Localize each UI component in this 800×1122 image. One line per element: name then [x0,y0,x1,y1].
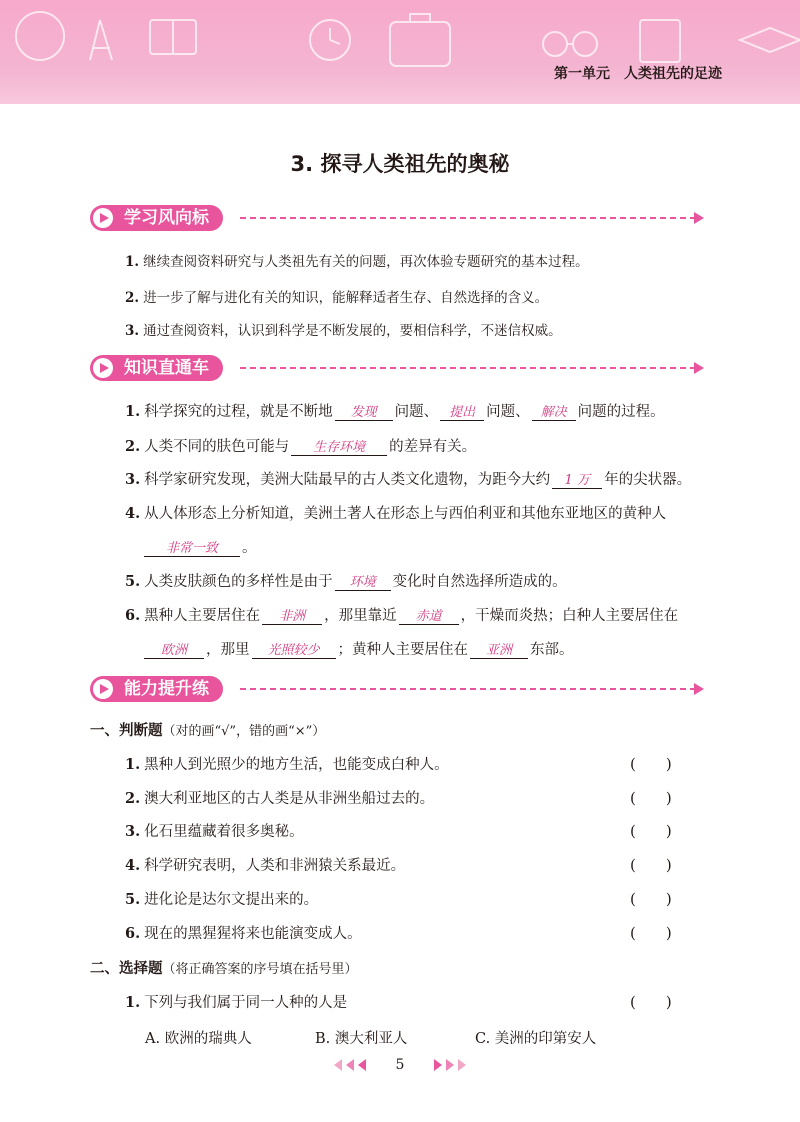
dashed-divider [240,217,696,219]
lesson-title: 3. 探寻人类祖先的奥秘 [290,152,510,176]
section-badge [90,205,223,231]
choice-option-c[interactable]: C. 美洲的印第安人 [475,1031,597,1047]
arrow-right-icon [694,683,704,695]
choice-option-b[interactable]: B. 澳大利亚人 [315,1031,408,1047]
answer-parentheses[interactable]: ( ) [630,755,672,773]
fill-blank-item: 3. 科学家研究发现，美洲大陆最早的古人类文化遗物，为距今大约 1 万 年的尖状器。 [125,471,692,488]
fill-blank-item: 2. 人类不同的肤色可能与 生存环境 的差异有关。 [125,438,477,455]
answer-blank[interactable]: 解决 [532,401,576,421]
section-title: 学习风向标 [124,208,209,228]
fill-blank-continuation: 非常一致 。 [142,536,257,557]
fill-blank-item: 6. 黑种人主要居住在 非洲 ，那里靠近 赤道 ，干燥而炎热；白种人主要居住在 [125,607,679,624]
arrow-right-icon [694,362,704,374]
header-banner [0,0,800,104]
answer-parentheses[interactable]: ( ) [630,856,672,874]
answer-blank[interactable]: 光照较少 [252,639,336,659]
goal-item: 1. 继续查阅资料研究与人类祖先有关的问题，再次体验专题研究的基本过程。 [125,254,589,270]
play-icon [93,208,113,228]
answer-parentheses[interactable]: ( ) [630,890,672,908]
section-header-practice [90,676,710,702]
true-false-item: 6. 现在的黑猩猩将来也能演变成人。 [125,925,362,942]
fill-blank-item: 5. 人类皮肤颜色的多样性是由于 环境 变化时自然选择所造成的。 [125,573,567,590]
decorative-school-icons [0,0,800,104]
choice-option-a[interactable]: A. 欧洲的瑞典人 [145,1031,252,1047]
page-number: 5 [395,1057,405,1073]
true-false-item: 4. 科学研究表明，人类和非洲猿关系最近。 [125,857,406,874]
choice-question: 1. 下列与我们属于同一人种的人是 [125,994,348,1011]
answer-parentheses[interactable]: ( ) [630,789,672,807]
answer-blank[interactable]: 亚洲 [470,639,528,659]
part-heading-multiple-choice: 二、选择题（将正确答案的序号填在括号里） [90,961,358,977]
answer-blank[interactable]: 环境 [335,571,391,591]
answer-blank[interactable]: 生存环境 [291,436,387,456]
section-header-knowledge [90,355,710,381]
answer-parentheses[interactable]: ( ) [630,822,672,840]
answer-blank[interactable]: 非洲 [262,605,322,625]
arrow-right-icon [694,212,704,224]
true-false-item: 1. 黑种人到光照少的地方生活，也能变成白种人。 [125,756,449,773]
unit-title: 第一单元 人类祖先的足迹 [554,66,722,82]
answer-blank[interactable]: 欧洲 [144,639,204,659]
answer-blank[interactable]: 提出 [440,401,484,421]
fill-blank-continuation: 欧洲 ，那里 光照较少 ；黄种人主要居住在 亚洲 东部。 [142,638,574,659]
section-badge [90,676,223,702]
play-icon [93,358,113,378]
fill-blank-item: 1. 科学探究的过程，就是不断地 发现 问题、 提出 问题、 解决 问题的过程。 [125,403,665,420]
dashed-divider [240,688,696,690]
true-false-item: 2. 澳大利亚地区的古人类是从非洲坐船过去的。 [125,790,435,807]
answer-parentheses[interactable]: ( ) [630,924,672,942]
dashed-divider [240,367,696,369]
answer-blank[interactable]: 赤道 [399,605,459,625]
section-title: 知识直通车 [124,358,209,378]
section-header-goals [90,205,710,231]
true-false-item: 5. 进化论是达尔文提出来的。 [125,891,319,908]
answer-parentheses[interactable]: ( ) [630,993,672,1011]
answer-blank[interactable]: 1 万 [552,469,602,489]
answer-blank[interactable]: 非常一致 [144,537,240,557]
section-badge [90,355,223,381]
goal-item: 2. 进一步了解与进化有关的知识，能解释适者生存、自然选择的含义。 [125,290,549,306]
page-footer [0,1057,800,1073]
play-icon [93,679,113,699]
triangle-left-decor-icon [332,1059,374,1071]
triangle-right-decor-icon [426,1059,468,1071]
section-title: 能力提升练 [124,679,209,699]
fill-blank-item: 4. 从人体形态上分析知道，美洲土著人在形态上与西伯利亚和其他东亚地区的黄种人 [125,505,667,522]
goal-item: 3. 通过查阅资料，认识到科学是不断发展的，要相信科学，不迷信权威。 [125,323,562,339]
part-heading-true-false: 一、判断题（对的画“√”，错的画“×”） [90,723,326,739]
true-false-item: 3. 化石里蕴藏着很多奥秘。 [125,823,304,840]
answer-blank[interactable]: 发现 [335,401,393,421]
